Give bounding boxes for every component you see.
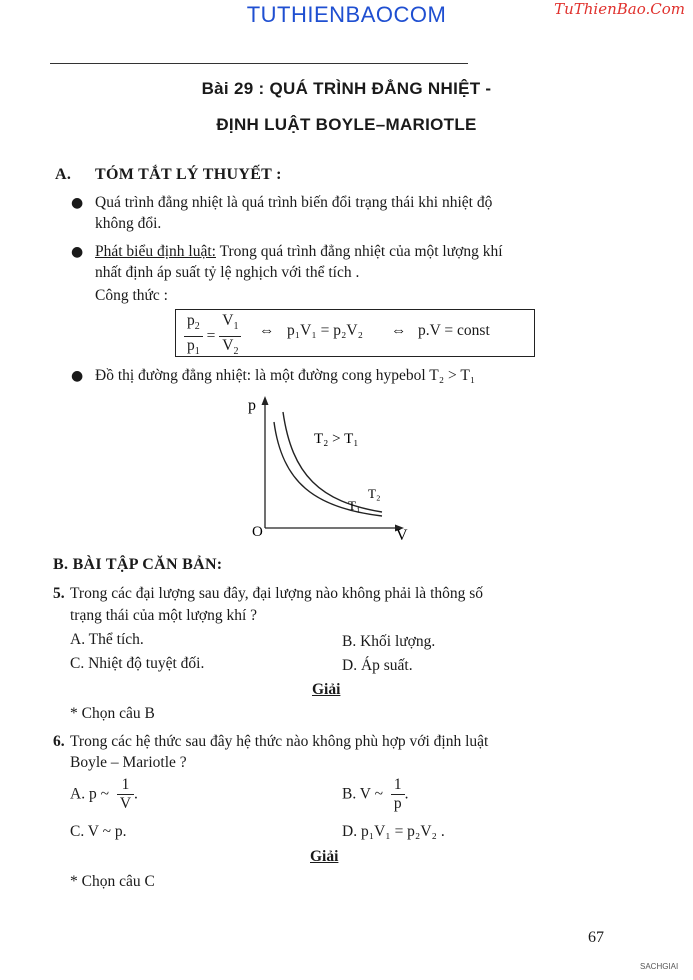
bullet-dot: ● — [71, 244, 84, 260]
site-title: TUTHIENBAOCOM — [246, 2, 447, 27]
q6-option-d: D. p₁V₁ = p₂V₂ . — [342, 823, 445, 840]
p-axis-arrow — [262, 396, 269, 405]
equals-sign: = — [206, 327, 216, 345]
p-axis-label: p — [248, 397, 256, 414]
q6-option-b: B. V ~ $\frac{1}{p}$ . — [342, 776, 409, 812]
bullet2-line1 — [95, 242, 503, 262]
v-axis-label: V — [396, 527, 408, 544]
lesson-title-line2: ĐỊNH LUẬT BOYLE–MARIOTLE — [216, 115, 477, 134]
q5-number: 5. — [53, 585, 65, 602]
law-statement-label: Phát biểu định luật: — [95, 243, 216, 260]
q5-solution-label: Giải — [312, 681, 341, 698]
isotherm-graph — [240, 390, 420, 545]
fraction-p: $\frac{p_2}{p_1}$ — [184, 312, 203, 361]
formula-const: p.V = const — [418, 322, 490, 339]
formula-label: Công thức : — [95, 287, 168, 304]
q5-option-a: A. Thể tích. — [70, 631, 144, 648]
section-a-heading: TÓM TẮT LÝ THUYẾT : — [95, 166, 282, 183]
q6-option-a: A. p ~ $\frac{1}{V}$ . — [70, 776, 138, 812]
q6-option-c: C. V ~ p. — [70, 823, 127, 840]
equivalence-arrow: ⇔ — [391, 322, 407, 339]
publisher-mark: SACHGIAI — [640, 962, 679, 971]
formula-ratio — [184, 312, 241, 361]
lesson-title-line1: Bài 29 : QUÁ TRÌNH ĐẲNG NHIỆT - — [201, 79, 492, 98]
bullet3-text: Đồ thị đường đẳng nhiệt: là một đường cong hypebol T₂ > T₁ — [95, 367, 476, 384]
q5-option-b: B. Khối lượng. — [342, 633, 436, 650]
law-statement-text: Trong quá trình đẳng nhiệt của một lượng khí — [215, 243, 503, 260]
curve-label-t1: T₁ — [348, 498, 361, 513]
bullet1-line1: Quá trình đẳng nhiệt là quá trình biến đổi trạng thái khi nhiệt độ — [95, 194, 493, 211]
bullet-dot: ● — [71, 368, 84, 384]
temperature-relation: T₂ > T₁ — [314, 431, 359, 447]
formula-product: p₁V₁ = p₂V₂ — [287, 322, 363, 339]
bullet-dot: ● — [71, 195, 84, 211]
fraction-v: $\frac{V_1}{V_2}$ — [219, 312, 241, 361]
q5-option-d: D. Áp suất. — [342, 657, 413, 674]
q6-option-b-fraction: $\frac{1}{p}$ — [391, 776, 405, 813]
q6-line2: Boyle – Mariotle ? — [70, 754, 187, 771]
site-logo: TuThienBao.Com — [554, 0, 685, 18]
section-a-label: A. — [55, 166, 72, 183]
q5-line2: trạng thái của một lượng khí ? — [70, 607, 258, 624]
q5-option-c: C. Nhiệt độ tuyệt đối. — [70, 655, 205, 672]
q6-solution-label: Giải — [310, 848, 339, 865]
equivalence-arrow: ⇔ — [259, 322, 275, 339]
q6-line1: Trong các hệ thức sau đây hệ thức nào không phù hợp với định luật — [70, 733, 489, 750]
origin-label: O — [252, 524, 263, 540]
header-rule — [50, 63, 468, 64]
bullet2-line2: nhất định áp suất tỷ lệ nghịch với thể tích . — [95, 264, 360, 281]
q6-number: 6. — [53, 733, 65, 750]
q6-option-a-fraction: $\frac{1}{V}$ — [117, 776, 134, 813]
q5-answer: * Chọn câu B — [70, 705, 155, 722]
q6-answer: * Chọn câu C — [70, 873, 155, 890]
section-b-heading: B. BÀI TẬP CĂN BẢN: — [53, 556, 223, 573]
q5-line1: Trong các đại lượng sau đây, đại lượng nào không phải là thông số — [70, 585, 484, 602]
bullet1-line2: không đổi. — [95, 215, 162, 232]
page-number: 67 — [588, 929, 604, 946]
curve-label-t2: T₂ — [368, 486, 381, 501]
